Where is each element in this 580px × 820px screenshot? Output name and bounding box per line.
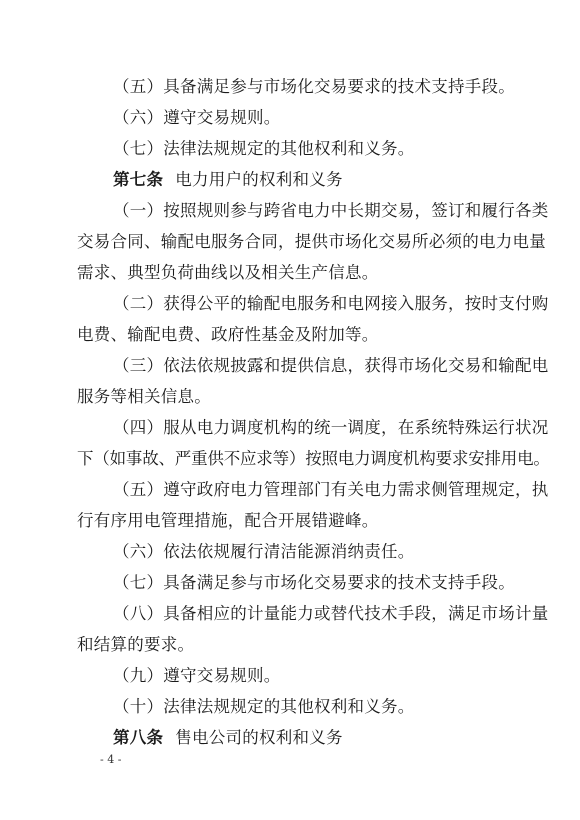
article-heading-7 [0,165,580,195]
paragraph-line: 电费、输配电费、政府性基金及附加等。 [77,325,379,344]
paragraph-line: （九）遵守交易规则。 [113,666,281,685]
article-heading-8 [0,723,580,753]
paragraph-line: 交易合同、输配电服务合同，提供市场化交易所必须的电力电量 [77,232,546,251]
paragraph-line: （五）遵守政府电力管理部门有关电力需求侧管理规定，执 [113,480,549,499]
paragraph-line: （八）具备相应的计量能力或替代技术手段，满足市场计量 [113,604,549,623]
paragraph-line: （二）获得公平的输配电服务和电网接入服务，按时支付购 [113,294,549,313]
paragraph-line: （十）法律法规规定的其他权利和义务。 [113,697,415,716]
page-number: - 4 - [100,753,122,766]
paragraph-line: （五）具备满足参与市场化交易要求的技术支持手段。 [113,77,515,96]
paragraph-line: 服务等相关信息。 [77,387,211,406]
paragraph-line: （六）依法依规履行清洁能源消纳责任。 [113,542,415,561]
article-title: 售电公司的权利和义务 [175,728,343,747]
paragraph-line: （四）服从电力调度机构的统一调度，在系统特殊运行状况 [113,418,549,437]
article-number: 第八条 [113,728,164,747]
paragraph-line: 需求、典型负荷曲线以及相关生产信息。 [77,263,379,282]
paragraph-line: 下（如事故、严重供不应求等）按照电力调度机构要求安排用电。 [77,449,550,468]
article-number: 第七条 [113,170,164,189]
paragraph-line: （三）依法依规披露和提供信息，获得市场化交易和输配电 [113,356,549,375]
paragraph-line: 和结算的要求。 [77,635,195,654]
paragraph-line: （七）法律法规规定的其他权利和义务。 [113,139,415,158]
paragraph-line: （七）具备满足参与市场化交易要求的技术支持手段。 [113,573,515,592]
paragraph-line: （六）遵守交易规则。 [113,108,281,127]
article-title: 电力用户的权利和义务 [175,170,343,189]
paragraph-line: 行有序用电管理措施，配合开展错避峰。 [77,511,379,530]
paragraph-line: （一）按照规则参与跨省电力中长期交易，签订和履行各类 [113,201,549,220]
